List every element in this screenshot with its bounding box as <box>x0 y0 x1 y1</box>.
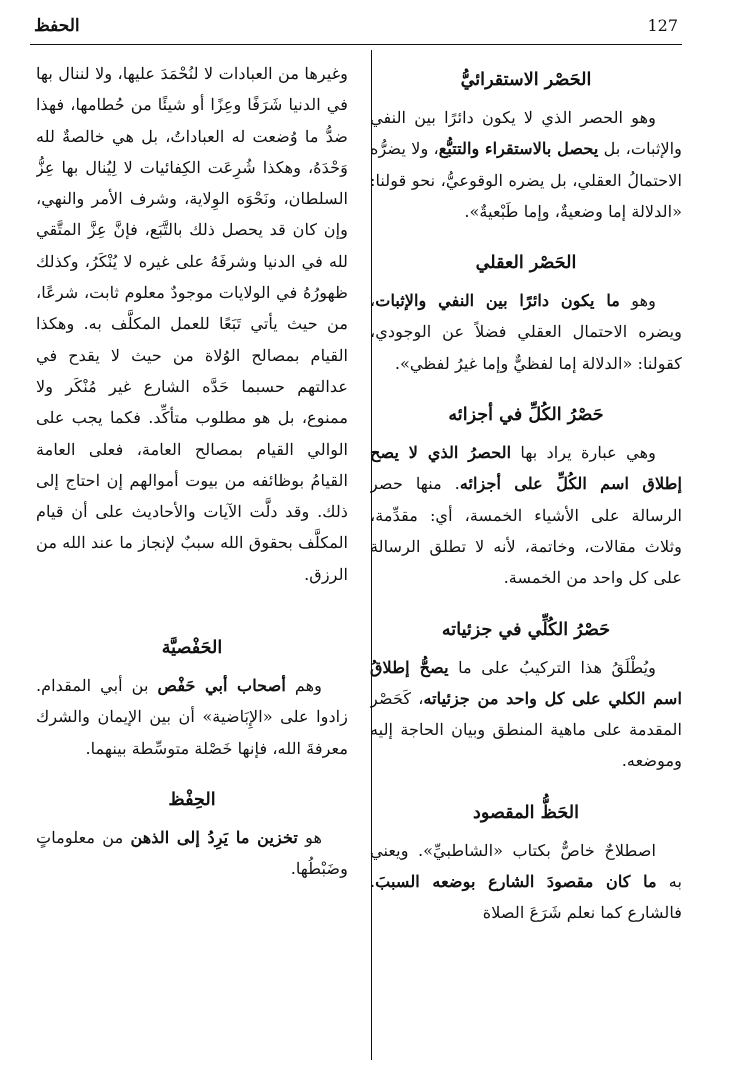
left-column <box>36 58 348 1068</box>
entry-text: وهو <box>619 291 656 311</box>
entry-body <box>36 670 348 764</box>
page-number: 127 <box>647 16 678 35</box>
entry-definition: الحصرُ الذي لا يصح إطلاق اسم الكُلِّ على أجزائه <box>370 443 682 494</box>
entry-body <box>370 285 682 379</box>
entry-text: وهي عبارة يراد بها <box>511 443 656 463</box>
entry-kull-ajza <box>370 393 682 593</box>
entry-hafsiyya <box>36 626 348 764</box>
entry-body <box>36 822 348 885</box>
entry-body <box>370 652 682 777</box>
entry-definition: ما يكون دائرًا بين النفي والإثبات <box>375 291 620 311</box>
entry-hifz <box>36 778 348 885</box>
entry-aqli <box>370 241 682 379</box>
entry-body <box>370 835 682 929</box>
entry-heading: حَصْرُ الكُلِّي في جزئياته <box>441 618 611 640</box>
entry-definition: أصحاب أبي حَفْص <box>157 676 286 696</box>
continued-text: وغيرها من العبادات لا لنُحْمَدَ عليها، ولا لننال بها في الدنيا شَرَفًا وعِزًا أو شيئًا من حُطامها، فهذا ضدُّ ما وُضعت له العباداتُ، بل هي خالصةٌ لله وَحْدَهُ، وهكذا شُرِعَت الكِفائيات لا لِيُنال بها عِزُّ السلطان، ونَحْوَه الوِلاية، وشرف الأمر والنهي، وإن كان قد يحصل ذلك بالتَّبَع، فإنَّ عِزَّ المتَّقي لله في الدنيا وشرفَهُ على غيره لا يُنْكَرُ، وكذلك ظهورُهُ في الولايات موجودٌ معلوم ثابت، شرعًا، من حيث يأتي تَبَعًا للعمل المكلَّف به. وهكذا القيام بمصالح الوُلاة من حيث لا يقدح في عدالتهم حسبما حَدَّه الشارع غير مُنْكَر ولا ممنوع، بل هو مطلوب متأكِّد. فكما يجب على الوالي القيام بمصالح العامة، فعلى العامة القيامُ بوظائفه من بيوت أموالهم إن احتاج إلى ذلك. وقد دلَّت الآيات والأحاديث على أن قيام المكلَّف بحقوق الله سببٌ لإنجاز ما عند الله من الرزق. <box>36 64 348 584</box>
entry-text: ، كَحَصْر المقدمة على ماهية المنطق وبيان الحاجة إليه وموضعه. <box>370 688 682 771</box>
entry-istiqrai <box>370 58 682 227</box>
entry-heading: الحِفْظ <box>168 788 216 810</box>
entry-text: وهو الحصر الذي لا يكون دائرًا بين النفي والإثبات، بل <box>370 108 682 159</box>
entry-heading: الحَصْر العقلي <box>475 252 577 274</box>
entry-text: وهم <box>285 676 322 696</box>
entry-text: اصطلاحٌ خاصٌّ بكتاب «الشاطبيِّ». ويعني به <box>370 840 682 892</box>
entry-text: ، ويضره الاحتمال العقلي فضلاً عن الوجودي، كقولنا: «الدلالة إما لفظيٌّ وإما غيرُ لفظي». <box>370 291 682 373</box>
right-column <box>370 58 682 1068</box>
entry-text: هو <box>297 827 323 847</box>
entry-definition: تخزين ما يَرِدُ إلى الذهن <box>130 827 298 847</box>
entry-text: . فالشارع كما نعلم شَرَعَ الصلاة <box>370 872 682 923</box>
entry-text: ويُطْلَقُ هذا التركيبُ على ما <box>448 657 656 677</box>
entry-heading: حَصْرُ الكُلِّ في أجزائه <box>448 404 604 426</box>
entry-body <box>370 102 682 227</box>
entry-heading: الحَفْصيَّة <box>161 637 223 659</box>
entry-text: بن أبي المقدام. زادوا على «الإِبَاضية» أن بين الإيمان والشرك معرفةَ الله، فإنها خَصْلة متوسِّطة بينهما. <box>36 676 348 758</box>
page-header <box>30 14 682 45</box>
entry-definition: يحصل بالاستقراء والتتبُّع <box>438 139 599 159</box>
entry-heading: الحَظُّ المقصود <box>473 801 579 823</box>
entry-text: . منها حصر الرسالة على الأشياء الخمسة، أي: مقدِّمة، وثلاث مقالات، وخاتمة، لأنه لا تطلق الرسالة على كل واحد من الخمسة. <box>370 474 682 588</box>
running-title: الحفظ <box>34 16 80 36</box>
entry-definition: يصحُّ إطلاقُ اسم الكلي على كل واحد من جزئياته <box>370 657 682 708</box>
entry-body <box>370 437 682 593</box>
spacer <box>36 604 348 626</box>
entry-hazz-maqsud <box>370 791 682 929</box>
entry-kulli-juziyyat <box>370 608 682 777</box>
entry-definition: ما كان مقصودَ الشارع بوضعه السببَ <box>375 872 657 892</box>
entry-heading: الحَصْر الاستقرائيُّ <box>460 69 592 90</box>
entry-text: ، ولا يضرُّه الاحتمالُ العقلي، بل يضره الوقوعيُّ، نحو قولنا: «الدلالة إما وضعيةٌ، وإما طَبْعيةٌ». <box>370 139 682 221</box>
entry-text: من معلوماتٍ وضَبْطُها. <box>36 827 348 879</box>
